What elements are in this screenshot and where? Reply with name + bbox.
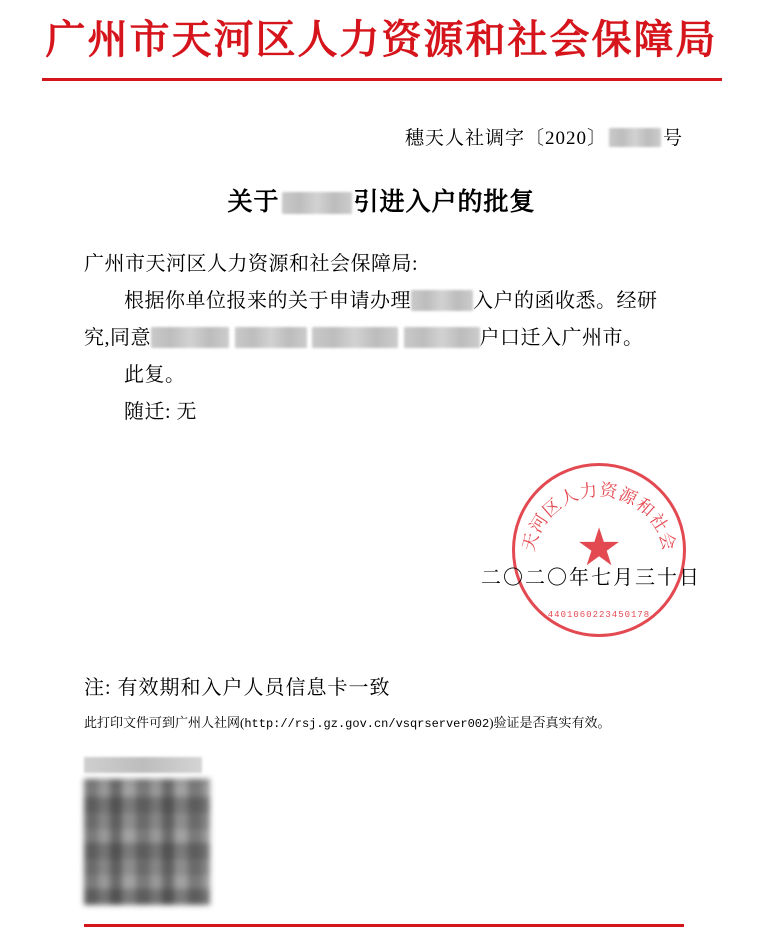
footer-red-rule xyxy=(84,924,684,927)
document-header xyxy=(0,0,763,81)
verify-prefix: 此打印文件可到广州人社网( xyxy=(84,715,245,730)
qr-code-icon xyxy=(84,779,210,905)
header-red-rule xyxy=(42,78,722,81)
issuing-authority-title: 广州市天河区人力资源和社会保障局 xyxy=(45,17,718,62)
document-body xyxy=(84,246,679,431)
document-note: 注: 有效期和入户人员信息卡一致 xyxy=(84,677,391,699)
redaction-block-qr-label xyxy=(84,757,202,773)
official-seal-icon xyxy=(505,450,686,637)
redaction-block-body-4 xyxy=(312,327,398,348)
body-paragraph-4: 随迁: 无 xyxy=(124,401,198,423)
subject-suffix: 引进入户的批复 xyxy=(353,189,536,216)
body-text-2a: 究,同意 xyxy=(84,327,151,349)
verification-note xyxy=(84,712,679,731)
qr-code-block xyxy=(84,757,210,905)
redaction-block-subject xyxy=(282,192,352,214)
body-paragraph-3: 此复。 xyxy=(124,364,186,386)
redaction-block-body-3 xyxy=(235,327,307,348)
subject-prefix: 关于 xyxy=(227,189,280,216)
document-date: 二〇二〇年七月三十日 xyxy=(481,567,701,589)
redaction-block-body-2 xyxy=(151,327,229,348)
body-paragraph-1 xyxy=(84,283,679,320)
seal-arc-label: 广州市天河区人力资源和社会保障局 xyxy=(505,450,680,554)
seal-code: 4401060223450178 xyxy=(547,610,651,620)
redaction-block-body-5 xyxy=(404,327,480,348)
body-text-1a: 根据你单位报来的关于申请办理 xyxy=(124,290,411,312)
verify-suffix: )验证是否真实有效。 xyxy=(489,715,611,730)
verify-url[interactable]: http://rsj.gz.gov.cn/vsqrserver002 xyxy=(244,717,490,731)
body-paragraph-2 xyxy=(84,320,679,357)
addressee-line: 广州市天河区人力资源和社会保障局: xyxy=(84,253,419,275)
document-number xyxy=(0,123,763,150)
body-text-2b: 户口迁入广州市。 xyxy=(479,327,644,349)
redaction-block-body-1 xyxy=(411,290,473,311)
document-subject xyxy=(0,182,763,218)
document-number-prefix: 穗天人社调字〔2020〕 xyxy=(404,128,607,149)
document-number-suffix: 号 xyxy=(662,128,683,149)
seal-star-icon: ★ xyxy=(575,519,623,577)
redaction-block-doc-number xyxy=(609,128,661,147)
seal-and-date-area xyxy=(0,441,763,671)
body-text-1b: 入户的函收悉。经研 xyxy=(473,290,658,312)
